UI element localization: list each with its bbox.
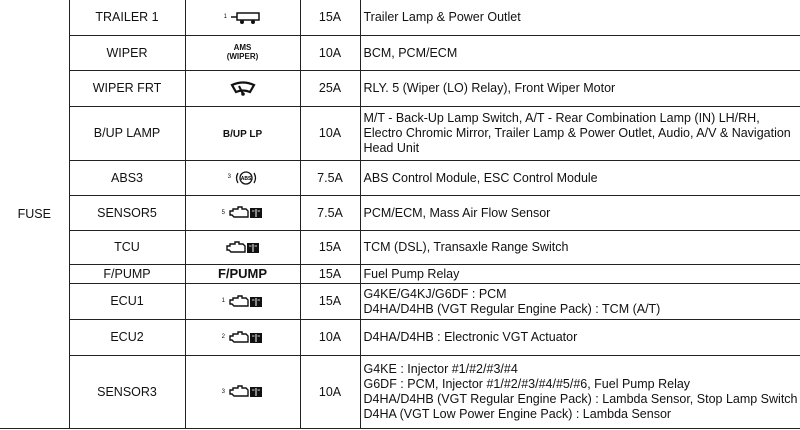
fuse-symbol [185, 36, 300, 71]
engine-check-icon [226, 241, 260, 255]
fuse-description [360, 71, 800, 107]
symbol-number: 1 [223, 14, 227, 20]
fuse-symbol [185, 265, 300, 284]
table-row [0, 356, 800, 429]
table-row [0, 71, 800, 107]
symbol-text-line: AMS [233, 43, 252, 52]
fuse-amp: 7.5A [300, 161, 360, 196]
fuse-amp: 10A [300, 107, 360, 161]
description-line: Trailer Lamp & Power Outlet [363, 10, 521, 24]
abs-icon [235, 170, 257, 186]
fuse-amp: 15A [300, 265, 360, 284]
fuse-description [360, 231, 800, 265]
fuse-name: SENSOR3 [69, 356, 185, 429]
symbol-number: 2 [221, 334, 225, 340]
fuse-amp: 25A [300, 71, 360, 107]
description-line: M/T - Back-Up Lamp Switch, A/T - Rear Combination Lamp (IN) LH/RH, [363, 111, 760, 125]
fuse-description [360, 36, 800, 71]
fuse-amp: 15A [300, 0, 360, 36]
fuse-name: WIPER [69, 36, 185, 71]
wiper-icon [230, 81, 256, 97]
fuse-description [360, 196, 800, 231]
description-line: Head Unit [363, 141, 420, 155]
fuse-name: SENSOR5 [69, 196, 185, 231]
description-line: PCM/ECM, Mass Air Flow Sensor [363, 205, 551, 220]
engine-check-icon [229, 295, 263, 309]
description-line: Electro Chromic Mirror, Trailer Lamp & Power Outlet, Audio, A/V & Navigation [363, 126, 791, 140]
description-line: D4HA/D4HB (VGT Regular Engine Pack) : TCM (A/T) [363, 301, 661, 316]
symbol-number: 5 [221, 209, 225, 216]
fuse-name: F/PUMP [69, 265, 185, 284]
fuse-amp: 10A [300, 356, 360, 429]
symbol-text-line: (WIPER) [226, 52, 259, 61]
fuse-amp: 10A [300, 320, 360, 356]
engine-check-icon [229, 331, 263, 345]
description-line: D4HA/D4HB : Electronic VGT Actuator [363, 330, 578, 344]
fuse-amp: 15A [300, 231, 360, 265]
fuse-name: B/UP LAMP [69, 107, 185, 161]
fuse-amp: 10A [300, 36, 360, 71]
fuse-symbol [185, 356, 300, 429]
description-line: D4HA (VGT Low Power Engine Pack) : Lambda Sensor [363, 407, 672, 421]
fuse-symbol [185, 71, 300, 107]
fuse-name: TRAILER 1 [69, 0, 185, 36]
group-label: FUSE [0, 0, 69, 429]
table-row [0, 265, 800, 284]
fuse-name: WIPER FRT [69, 71, 185, 107]
table-row [0, 231, 800, 265]
svg-text:ABS: ABS [241, 176, 252, 182]
fuse-name: ECU2 [69, 320, 185, 356]
fuse-description [360, 107, 800, 161]
fuse-description [360, 356, 800, 429]
description-line: RLY. 5 (Wiper (LO) Relay), Front Wiper Motor [363, 81, 616, 95]
fuse-symbol [185, 196, 300, 231]
fuse-amp: 15A [300, 284, 360, 320]
trailer-icon [231, 11, 261, 25]
description-line: D4HA/D4HB (VGT Regular Engine Pack) : Lambda Sensor, Stop Lamp Switch [363, 392, 798, 406]
symbol-number: 3 [227, 174, 231, 180]
fuse-name: TCU [69, 231, 185, 265]
fuse-name: ABS3 [69, 161, 185, 196]
symbol-text [227, 43, 259, 61]
fuse-symbol [185, 231, 300, 265]
description-line: TCM (DSL), Transaxle Range Switch [363, 240, 569, 254]
fuse-description [360, 320, 800, 356]
fuse-description [360, 161, 800, 196]
table-row [0, 161, 800, 196]
description-line: G4KE : Injector #1/#2/#3/#4 [363, 362, 518, 376]
table-row [0, 320, 800, 356]
table-row [0, 36, 800, 71]
description-line: G4KE/G4KJ/G6DF : PCM [363, 286, 507, 301]
symbol-number: 1 [221, 298, 225, 304]
table-row [0, 196, 800, 231]
fuse-symbol [185, 0, 300, 36]
description-line: ABS Control Module, ESC Control Module [363, 170, 598, 185]
fuse-name: ECU1 [69, 284, 185, 320]
engine-check-icon [229, 206, 263, 220]
description-line: Fuel Pump Relay [363, 266, 460, 281]
fuse-symbol [185, 107, 300, 161]
table-row [0, 0, 800, 36]
fuse-symbol [185, 320, 300, 356]
fuse-amp: 7.5A [300, 196, 360, 231]
description-line: G6DF : PCM, Injector #1/#2/#3/#4/#5/#6, Fuel Pump Relay [363, 377, 691, 391]
engine-check-icon [229, 385, 263, 399]
fuse-symbol [185, 284, 300, 320]
symbol-text: B/UP LP [222, 129, 263, 140]
fuse-symbol [185, 161, 300, 196]
fuse-description [360, 265, 800, 284]
fuse-description [360, 0, 800, 36]
table-row [0, 107, 800, 161]
table-row [0, 284, 800, 320]
description-line: BCM, PCM/ECM [363, 45, 458, 60]
fuse-description [360, 284, 800, 320]
symbol-text: F/PUMP [217, 265, 268, 281]
symbol-number: 3 [221, 388, 225, 395]
